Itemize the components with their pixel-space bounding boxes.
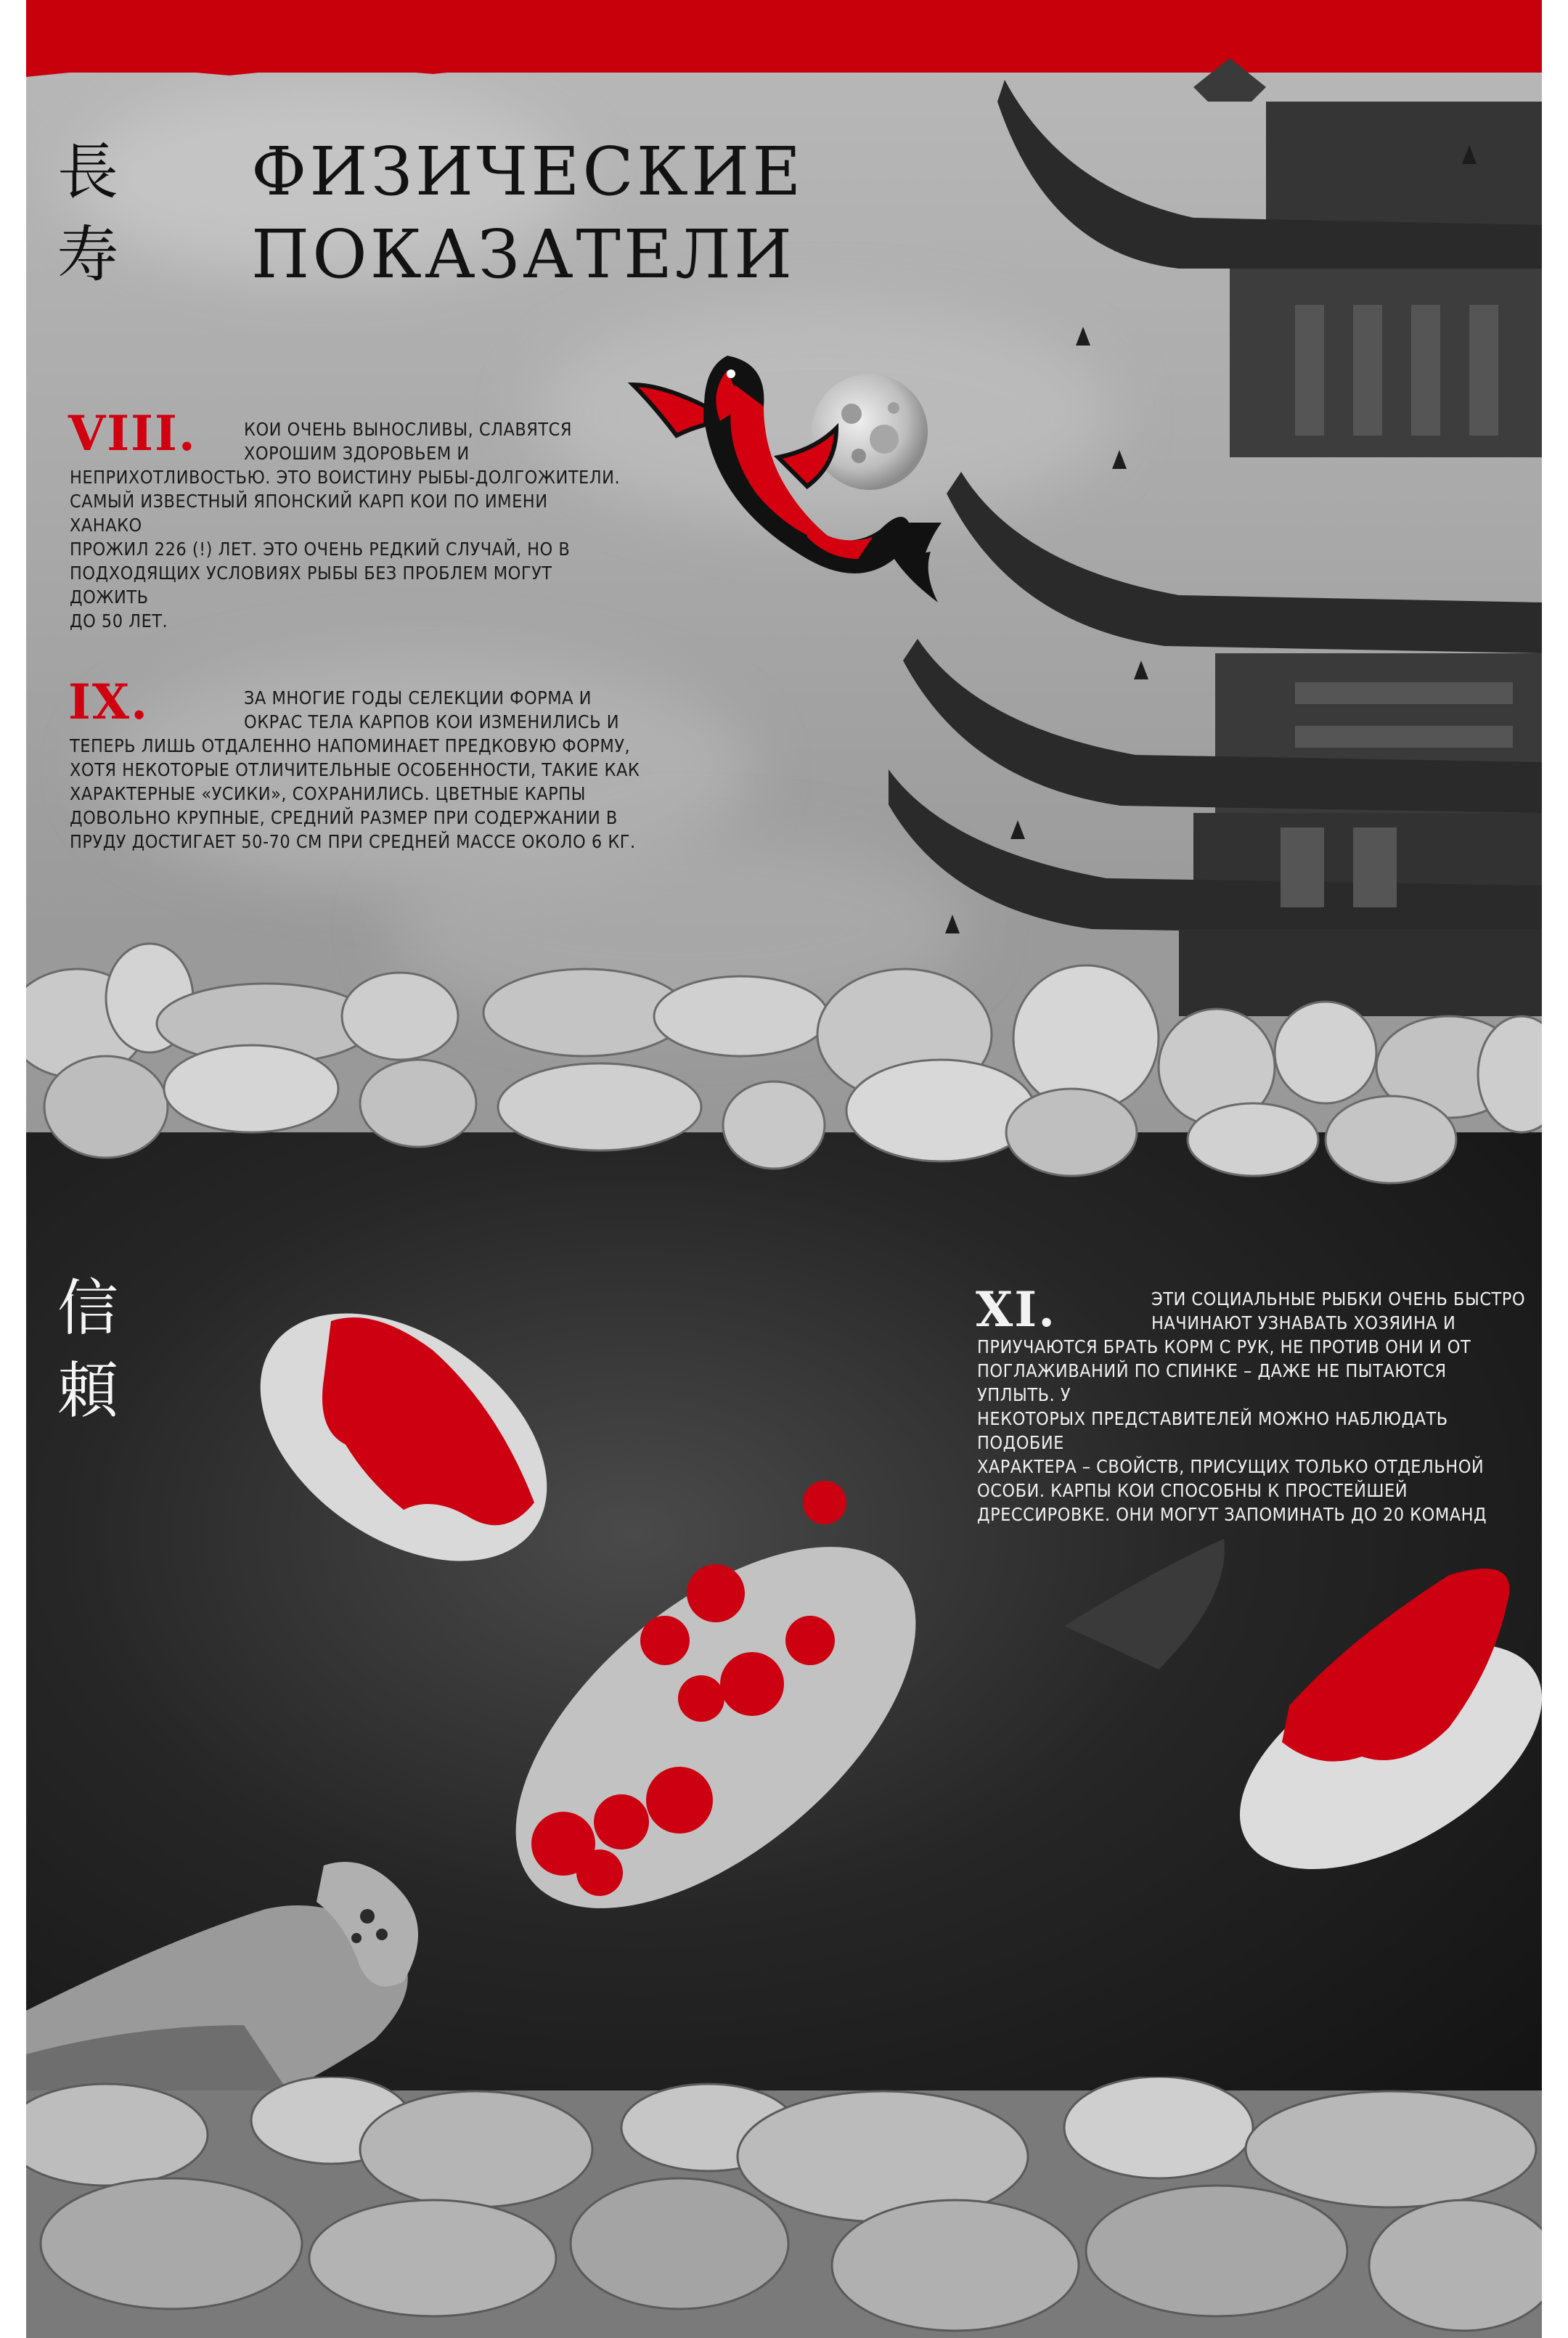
text-line: НЕКОТОРЫХ ПРЕДСТАВИТЕЛЕЙ МОЖНО НАБЛЮДАТЬ ПОДОБИЕ xyxy=(977,1408,1448,1453)
text-line: ПРИУЧАЮТСЯ БРАТЬ КОРМ С РУК, НЕ ПРОТИВ ОНИ И ОТ xyxy=(977,1336,1471,1357)
bottom-stones-illustration xyxy=(26,2077,1542,2338)
text-line: НАЧИНАЮТ УЗНАВАТЬ ХОЗЯИНА И xyxy=(1151,1312,1456,1333)
text-line: ХОТЯ НЕКОТОРЫЕ ОТЛИЧИТЕЛЬНЫЕ ОСОБЕННОСТИ, ТАКИЕ КАК xyxy=(70,759,640,780)
koi-fish-illustration xyxy=(618,341,952,631)
kanji-char: 信 xyxy=(57,1272,118,1344)
feeding-hand-illustration xyxy=(26,1749,534,2127)
section-numeral: XI. xyxy=(976,1281,1057,1338)
title-line: ФИЗИЧЕСКИЕ xyxy=(251,133,804,210)
river-stones-illustration xyxy=(26,922,1542,1212)
page-title xyxy=(251,131,804,296)
text-line: ДОВОЛЬНО КРУПНЫЕ, СРЕДНИЙ РАЗМЕР ПРИ СОДЕРЖАНИИ В xyxy=(70,807,618,828)
section-numeral: VIII. xyxy=(68,405,197,462)
kanji-longevity xyxy=(52,131,124,296)
section-text xyxy=(70,686,650,854)
kanji-trust xyxy=(52,1267,124,1432)
text-line: НЕПРИХОТЛИВОСТЬЮ. ЭТО ВОИСТИНУ РЫБЫ-ДОЛГОЖИТЕЛИ. xyxy=(70,467,621,488)
section-text xyxy=(977,1287,1529,1526)
text-line: ПОГЛАЖИВАНИЙ ПО СПИНКЕ – ДАЖЕ НЕ ПЫТАЮТСЯ УПЛЫТЬ. У xyxy=(977,1360,1447,1405)
text-line: КОИ ОЧЕНЬ ВЫНОСЛИВЫ, СЛАВЯТСЯ xyxy=(244,419,572,440)
text-line: ОКРАС ТЕЛА КАРПОВ КОИ ИЗМЕНИЛИСЬ И xyxy=(244,711,620,732)
text-line: ПОДХОДЯЩИХ УСЛОВИЯХ РЫБЫ БЕЗ ПРОБЛЕМ МОГУТ ДОЖИТЬ xyxy=(70,563,552,608)
pagoda-illustration xyxy=(889,58,1542,1016)
text-line: ПРУДУ ДОСТИГАЕТ 50-70 СМ ПРИ СРЕДНЕЙ МАССЕ ОКОЛО 6 КГ. xyxy=(70,831,636,852)
text-line: ХАРАКТЕРА – СВОЙСТВ, ПРИСУЩИХ ТОЛЬКО ОТДЕЛЬНОЙ xyxy=(977,1456,1485,1477)
section-numeral: IX. xyxy=(68,674,150,730)
text-line: ЭТИ СОЦИАЛЬНЫЕ РЫБКИ ОЧЕНЬ БЫСТРО xyxy=(1151,1288,1526,1309)
text-line: ПРОЖИЛ 226 (!) ЛЕТ. ЭТО ОЧЕНЬ РЕДКИЙ СЛУЧАЙ, НО В xyxy=(70,539,571,560)
text-line: ДО 50 ЛЕТ. xyxy=(70,610,168,631)
text-line: ХАРАКТЕРНЫЕ «УСИКИ», СОХРАНИЛИСЬ. ЦВЕТНЫЕ КАРПЫ xyxy=(70,783,586,804)
kanji-char: 寿 xyxy=(57,219,118,290)
text-line: ДРЕССИРОВКЕ. ОНИ МОГУТ ЗАПОМИНАТЬ ДО 20 КОМАНД xyxy=(977,1504,1487,1525)
poster xyxy=(26,0,1542,2338)
kanji-char: 長 xyxy=(57,136,118,208)
text-line: САМЫЙ ИЗВЕСТНЫЙ ЯПОНСКИЙ КАРП КОИ ПО ИМЕНИ ХАНАКО xyxy=(70,491,548,536)
text-line: ХОРОШИМ ЗДОРОВЬЕМ И xyxy=(244,443,470,464)
text-line: ОСОБИ. КАРПЫ КОИ СПОСОБНЫ К ПРОСТЕЙШЕЙ xyxy=(977,1480,1408,1501)
kanji-char: 頼 xyxy=(57,1355,118,1426)
text-line: ТЕПЕРЬ ЛИШЬ ОТДАЛЕННО НАПОМИНАЕТ ПРЕДКОВУЮ ФОРМУ, xyxy=(70,735,631,756)
section-text xyxy=(70,417,621,633)
text-line: ЗА МНОГИЕ ГОДЫ СЕЛЕКЦИИ ФОРМА И xyxy=(244,687,592,708)
title-line: ПОКАЗАТЕЛИ xyxy=(251,216,796,293)
